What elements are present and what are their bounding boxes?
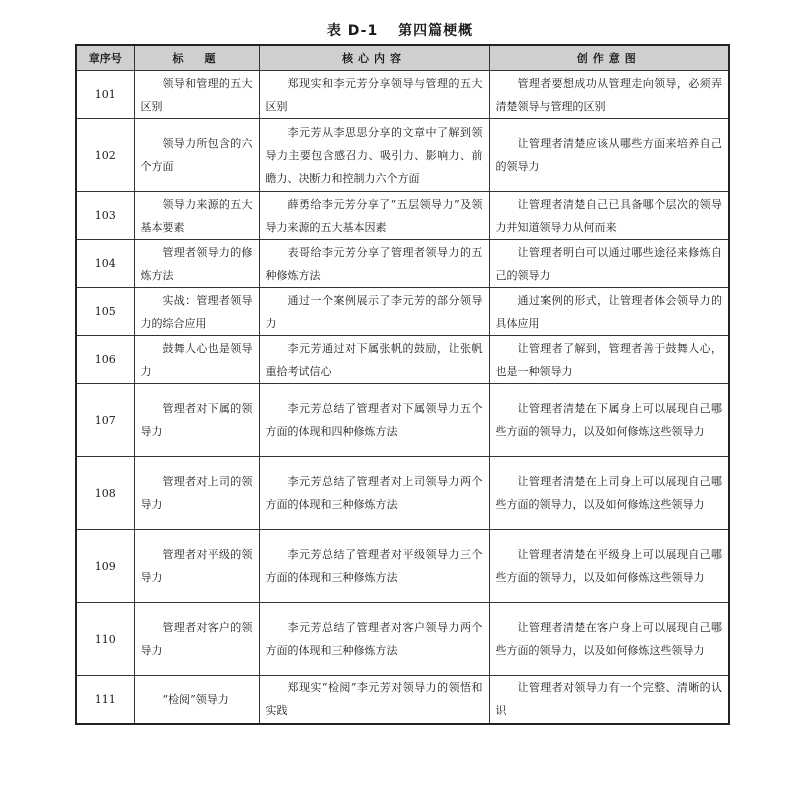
table-title: 第四篇梗概: [398, 23, 474, 39]
core-content: 郑现实“检阅”李元芳对领导力的领悟和实践: [259, 676, 489, 724]
table-row: [76, 603, 729, 676]
creative-intent: 让管理者对领导力有一个完整、清晰的认识: [489, 676, 729, 724]
chapter-number: 107: [76, 384, 134, 457]
chapter-number: 103: [76, 192, 134, 240]
core-content: 李元芳总结了管理者对上司领导力两个方面的体现和三种修炼方法: [259, 457, 489, 530]
table-label: 表 D-1: [326, 23, 379, 39]
core-content: 李元芳通过对下属张帆的鼓励，让张帆重拾考试信心: [259, 336, 489, 384]
header-intent: 创作意图: [489, 45, 729, 71]
chapter-title: 领导力来源的五大基本要素: [134, 192, 259, 240]
table-row: [76, 240, 729, 288]
table-row: [76, 192, 729, 240]
chapter-number: 109: [76, 530, 134, 603]
header-content: 核心内容: [259, 45, 489, 71]
creative-intent: 让管理者清楚在上司身上可以展现自己哪些方面的领导力，以及如何修炼这些领导力: [489, 457, 729, 530]
core-content: 表哥给李元芳分享了管理者领导力的五种修炼方法: [259, 240, 489, 288]
creative-intent: 通过案例的形式，让管理者体会领导力的具体应用: [489, 288, 729, 336]
core-content: 李元芳从李思思分享的文章中了解到领导力主要包含感召力、吸引力、影响力、前瞻力、决断力和控制力六个方面: [259, 119, 489, 192]
chapter-number: 101: [76, 71, 134, 119]
header-row: [76, 45, 729, 71]
chapter-title: “检阅”领导力: [134, 676, 259, 724]
table-row: [76, 119, 729, 192]
chapter-title: 管理者领导力的修炼方法: [134, 240, 259, 288]
creative-intent: 让管理者清楚自己已具备哪个层次的领导力并知道领导力从何而来: [489, 192, 729, 240]
creative-intent: 让管理者了解到，管理者善于鼓舞人心，也是一种领导力: [489, 336, 729, 384]
chapter-title: 管理者对上司的领导力: [134, 457, 259, 530]
core-content: 李元芳总结了管理者对下属领导力五个方面的体现和四种修炼方法: [259, 384, 489, 457]
chapter-title: 管理者对平级的领导力: [134, 530, 259, 603]
chapter-title: 管理者对客户的领导力: [134, 603, 259, 676]
chapter-number: 111: [76, 676, 134, 724]
creative-intent: 让管理者清楚在平级身上可以展现自己哪些方面的领导力，以及如何修炼这些领导力: [489, 530, 729, 603]
chapter-number: 110: [76, 603, 134, 676]
chapter-number: 106: [76, 336, 134, 384]
chapter-number: 105: [76, 288, 134, 336]
creative-intent: 管理者要想成功从管理走向领导，必须弄清楚领导与管理的区别: [489, 71, 729, 119]
table-row: [76, 71, 729, 119]
table-caption: [0, 20, 800, 40]
header-title: 标 题: [134, 45, 259, 71]
chapter-title: 鼓舞人心也是领导力: [134, 336, 259, 384]
table-row: [76, 457, 729, 530]
creative-intent: 让管理者清楚应该从哪些方面来培养自己的领导力: [489, 119, 729, 192]
chapter-number: 108: [76, 457, 134, 530]
core-content: 郑现实和李元芳分享领导与管理的五大区别: [259, 71, 489, 119]
core-content: 薛勇给李元芳分享了“五层领导力”及领导力来源的五大基本因素: [259, 192, 489, 240]
chapter-title: 领导力所包含的六个方面: [134, 119, 259, 192]
chapter-title: 管理者对下属的领导力: [134, 384, 259, 457]
chapter-title: 实战：管理者领导力的综合应用: [134, 288, 259, 336]
creative-intent: 让管理者清楚在客户身上可以展现自己哪些方面的领导力，以及如何修炼这些领导力: [489, 603, 729, 676]
chapter-title: 领导和管理的五大区别: [134, 71, 259, 119]
table-row: [76, 676, 729, 724]
core-content: 李元芳总结了管理者对客户领导力两个方面的体现和三种修炼方法: [259, 603, 489, 676]
table-row: [76, 336, 729, 384]
table-row: [76, 384, 729, 457]
core-content: 通过一个案例展示了李元芳的部分领导力: [259, 288, 489, 336]
creative-intent: 让管理者明白可以通过哪些途径来修炼自己的领导力: [489, 240, 729, 288]
chapter-number: 102: [76, 119, 134, 192]
table-row: [76, 288, 729, 336]
chapter-number: 104: [76, 240, 134, 288]
table-row: [76, 530, 729, 603]
core-content: 李元芳总结了管理者对平级领导力三个方面的体现和三种修炼方法: [259, 530, 489, 603]
header-number: 章序号: [76, 45, 134, 71]
synopsis-table: [75, 44, 730, 725]
creative-intent: 让管理者清楚在下属身上可以展现自己哪些方面的领导力，以及如何修炼这些领导力: [489, 384, 729, 457]
